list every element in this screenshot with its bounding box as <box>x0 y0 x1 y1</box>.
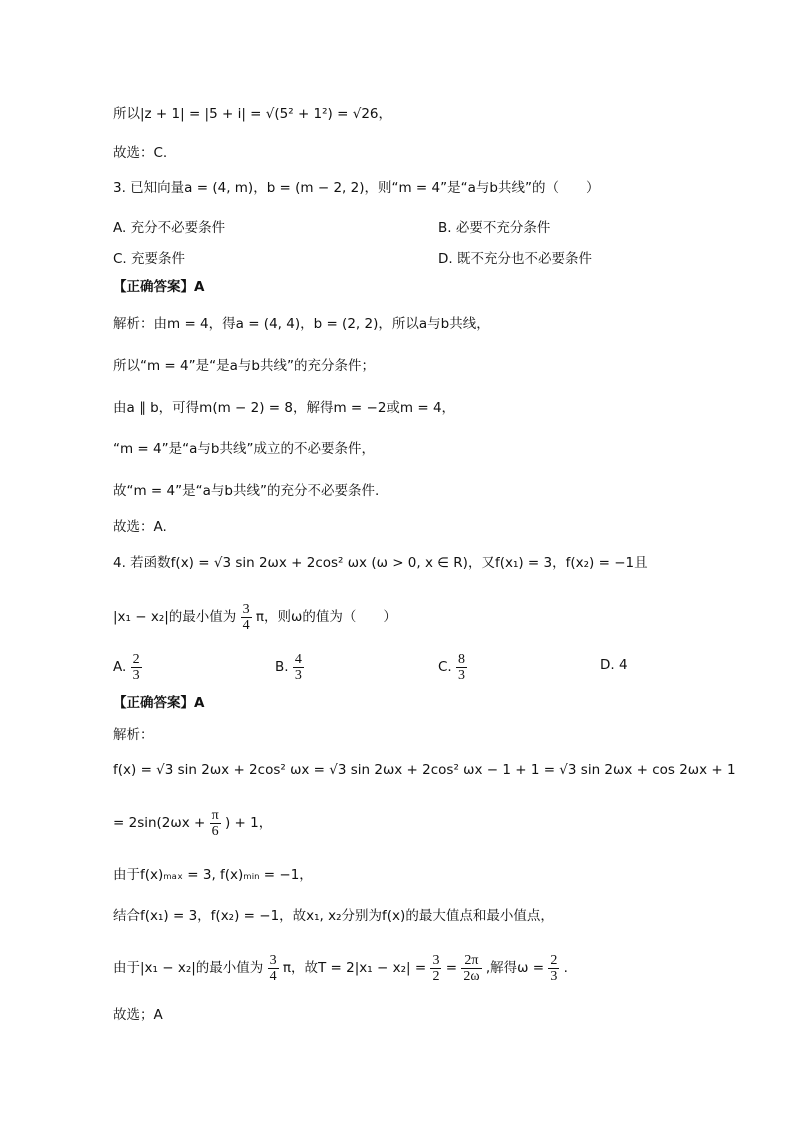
s4-5-fraction-3 <box>461 953 481 984</box>
q4-fraction-den: 4 <box>242 617 250 633</box>
q4-fraction <box>241 602 252 633</box>
s4-2-text-b: ) + 1， <box>224 815 273 831</box>
solution-4-line-3: 由于f(x)ₘₐₓ = 3, f(x)ₘᵢₙ = −1， <box>113 867 313 883</box>
q4-option-a-label: A. <box>113 659 127 675</box>
solution-3-line-5: 故“m = 4”是“a与b共线”的充分不必要条件. <box>113 483 380 499</box>
q4-option-c-label: C. <box>438 659 452 675</box>
q4-option-c <box>438 650 467 684</box>
q4-option-b-fraction <box>293 652 304 683</box>
s4-5-fraction-1-num: 3 <box>269 952 277 968</box>
q3-option-c: C. 充要条件 <box>113 251 186 267</box>
q4-option-b-label: B. <box>275 659 289 675</box>
q4-option-b <box>275 650 304 684</box>
solution-3-line-4: “m = 4”是“a与b共线”成立的不必要条件， <box>113 441 375 457</box>
s4-5-fraction-1-den: 4 <box>269 968 277 984</box>
answer-4: 【正确答案】A <box>113 695 205 711</box>
q3-option-b: B. 必要不充分条件 <box>438 220 551 236</box>
s4-5-fraction-3-den: 2ω <box>463 968 480 984</box>
s4-2-fraction <box>210 808 221 839</box>
solution-4-line-4: 结合f(x₁) = 3，f(x₂) = −1，故x₁, x₂分别为f(x)的最大值点和最小值点， <box>113 908 554 924</box>
q4-option-c-num: 8 <box>458 651 466 667</box>
q4-text-a: |x₁ − x₂|的最小值为 <box>113 609 237 625</box>
s4-5-fraction-4-den: 3 <box>550 968 558 984</box>
question-3: 3. 已知向量a = (4, m)，b = (m − 2, 2)，则“m = 4”是“a与b共线”的（ ） <box>113 180 600 196</box>
s4-2-fraction-den: 6 <box>211 823 219 839</box>
q4-option-b-den: 3 <box>294 667 302 683</box>
s4-5-fraction-2-den: 2 <box>432 968 440 984</box>
q4-option-a <box>113 650 142 684</box>
s4-2-fraction-num: π <box>211 807 219 823</box>
s4-5-fraction-4 <box>548 953 559 984</box>
q4-fraction-num: 3 <box>242 601 250 617</box>
solution-4-line-1: f(x) = √3 sin 2ωx + 2cos² ωx = √3 sin 2ωx + 2cos² ωx − 1 + 1 = √3 sin 2ωx + cos 2ωx + 1 <box>113 762 736 778</box>
solution-3-line-3: 由a ∥ b，可得m(m − 2) = 8，解得m = −2或m = 4， <box>113 400 456 416</box>
solution-4-line-5 <box>113 948 568 988</box>
s4-5-text-c: = <box>445 960 458 976</box>
text-line-1: 所以|z + 1| = |5 + i| = √(5² + 1²) = √26， <box>113 106 392 122</box>
answer-3: 【正确答案】A <box>113 279 205 295</box>
solution-4-line-6: 故选；A <box>113 1007 163 1023</box>
q3-option-a: A. 充分不必要条件 <box>113 220 226 236</box>
solution-4-line-2 <box>113 803 272 843</box>
q4-option-c-den: 3 <box>458 667 466 683</box>
s4-5-fraction-1 <box>268 953 279 984</box>
solution-3-line-6: 故选：A. <box>113 519 167 535</box>
text-line-2: 故选：C. <box>113 145 168 161</box>
solution-3-line-1: 解析：由m = 4，得a = (4, 4)，b = (2, 2)，所以a与b共线， <box>113 316 490 332</box>
q4-option-a-fraction <box>131 652 142 683</box>
s4-5-text-a: 由于|x₁ − x₂|的最小值为 <box>113 960 264 976</box>
question-4: 4. 若函数f(x) = √3 sin 2ωx + 2cos² ωx (ω > 0, x ∈ R)，又f(x₁) = 3，f(x₂) = −1且 <box>113 555 648 571</box>
solution-4-label: 解析： <box>113 727 154 743</box>
s4-5-fraction-4-num: 2 <box>550 952 558 968</box>
q4-option-a-den: 3 <box>132 667 140 683</box>
q4-option-a-num: 2 <box>132 651 140 667</box>
solution-3-line-2: 所以“m = 4”是“是a与b共线”的充分条件； <box>113 358 375 374</box>
s4-5-text-d: ,解得ω = <box>485 960 545 976</box>
q3-option-d: D. 既不充分也不必要条件 <box>438 251 592 267</box>
q4-option-b-num: 4 <box>294 651 302 667</box>
s4-2-text-a: = 2sin(2ωx + <box>113 815 206 831</box>
s4-5-fraction-2-num: 3 <box>432 952 440 968</box>
s4-5-text-b: π，故T = 2|x₁ − x₂| = <box>282 960 427 976</box>
s4-5-text-e: . <box>563 960 568 976</box>
q4-text-b: π，则ω的值为（ ） <box>255 609 397 625</box>
s4-5-fraction-2 <box>430 953 441 984</box>
q4-option-d: D. 4 <box>600 657 628 673</box>
s4-5-fraction-3-num: 2π <box>461 953 481 969</box>
q4-option-c-fraction <box>456 652 467 683</box>
question-4-line-2 <box>113 597 397 637</box>
